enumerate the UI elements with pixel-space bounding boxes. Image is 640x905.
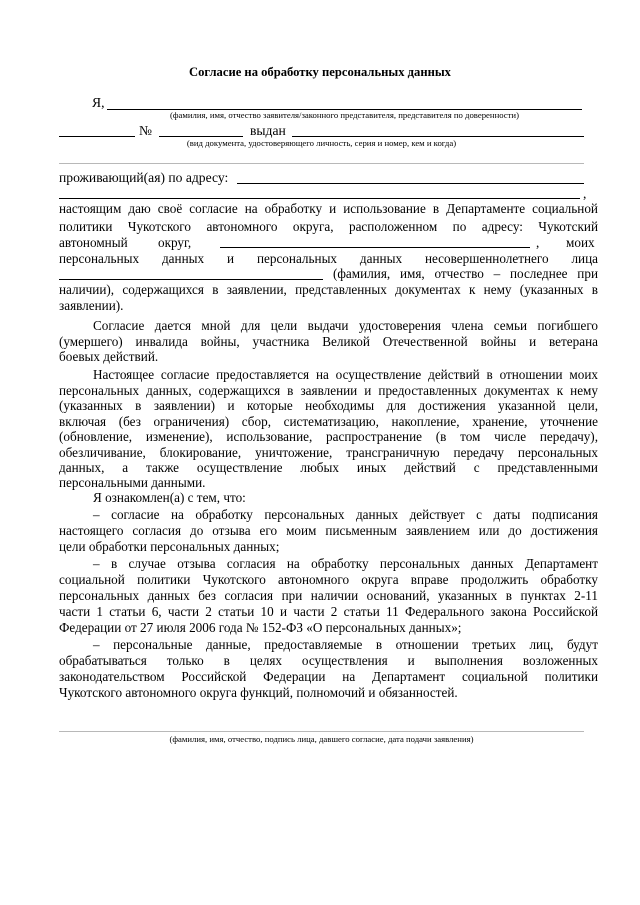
p3-line-6: обезличивание, блокирование, уничтожение, трансграничную передачу персональных [59,445,598,460]
p7-line-1: – персональные данные, предоставляемые в отношении третьих лиц, будут [93,637,598,652]
p1-line-6: наличии), содержащихся в заявлении, представленных документах к нему (указанных в [59,282,598,297]
p3-line-4: включая (без ограничения) сбор, систематизацию, накопление, хранение, уточнение [59,414,598,429]
p3-line-5: (обновление, изменение), использование, распространение (в том числе передачу), [59,429,598,444]
issued-label: выдан [250,123,286,138]
signature-field[interactable] [59,731,584,732]
document-hint: (вид документа, удостоверяющего личность, серия и номер, кем и когда) [186,138,457,148]
p5-line-3: цели обработки персональных данных; [59,539,280,554]
address-field-2[interactable] [59,198,580,199]
p6-line-2: социальной политики Чукотского автономного округа вправе продолжить обработку [59,572,598,587]
p3-line-7: данных, а также осуществление любых иных действий с представленными [59,460,598,475]
p6-line-3: персональных данных без согласия при наличии оснований, указанных в пунктах 2-11 [59,588,598,603]
p3-line-8: персональными данными. [59,475,206,490]
p3-line-1: Настоящее согласие предоставляется на осуществление действий в отношении моих [93,367,598,382]
document-number-field[interactable] [159,136,243,137]
number-label: № [139,123,152,138]
i-label: Я, [92,95,105,110]
address-field[interactable] [237,183,584,184]
document-extra-field[interactable] [59,163,584,164]
p1-comma: , [536,235,540,250]
p3-line-3: (указанных в заявлении) и которые необходимы для достижения указанной цели, [59,398,598,413]
p2-line-3: боевых действий. [59,349,159,364]
document-title: Согласие на обработку персональных данных [189,65,451,79]
signature-hint: (фамилия, имя, отчество, подпись лица, давшего согласие, дата подачи заявления) [169,734,474,744]
p2-line-2: (умершего) инвалида войны, участника Великой Отечественной войны и ветерана [59,334,598,349]
p1-line-5: (фамилия, имя, отчество – последнее при [333,266,598,281]
p6-line-4: части 1 статьи 6, части 2 статьи 10 и части 2 статьи 11 Федерального закона Российской [59,604,598,619]
p1-my: моих [566,235,595,250]
p5-line-1: – согласие на обработку персональных данных действует с даты подписания [93,507,598,522]
minor-name-field[interactable] [59,279,323,280]
p1-line-4: персональных данных и персональных данных несовершеннолетнего лица [59,251,598,266]
p1-line-2: политики Чукотского автономного округа, расположенном по адресу: Чукотский [59,219,598,234]
p5-line-2: настоящего согласия до отзыва его моим письменным заявлением или до достижения [59,523,598,538]
name-hint: (фамилия, имя, отчество заявителя/законного представителя, представителя по доверенности) [170,110,519,120]
address-comma: , [583,186,587,201]
p7-line-2: обрабатываться только в целях осуществления и выполнения возложенных [59,653,598,668]
p2-line-1: Согласие дается мной для цели выдачи удостоверения члена семьи погибшего [93,318,598,333]
p4: Я ознакомлен(а) с тем, что: [93,490,246,505]
document-type-field[interactable] [59,136,135,137]
address-label: проживающий(ая) по адресу: [59,170,229,185]
p1-line-7: заявлении). [59,298,124,313]
p7-line-3: законодательством Российской Федерации на Департамент социальной политики [59,669,598,684]
p1-line-1: настоящим даю своё согласие на обработку и использование в Департаменте социальной [59,201,598,216]
department-address-field[interactable] [220,247,530,248]
p3-line-2: персональных данных, содержащихся в заявлении и предоставленных документах к нему [59,383,598,398]
p1-district: округ, [158,235,192,250]
issued-by-field[interactable] [292,136,584,137]
p6-line-5: Федерации от 27 июля 2006 года № 152-ФЗ «О персональных данных»; [59,620,462,635]
p7-line-4: Чукотского автономного округа функций, полномочий и обязанностей. [59,685,458,700]
p1-autonomous: автономный [59,235,128,250]
p6-line-1: – в случае отзыва согласия на обработку персональных данных Департамент [93,556,598,571]
